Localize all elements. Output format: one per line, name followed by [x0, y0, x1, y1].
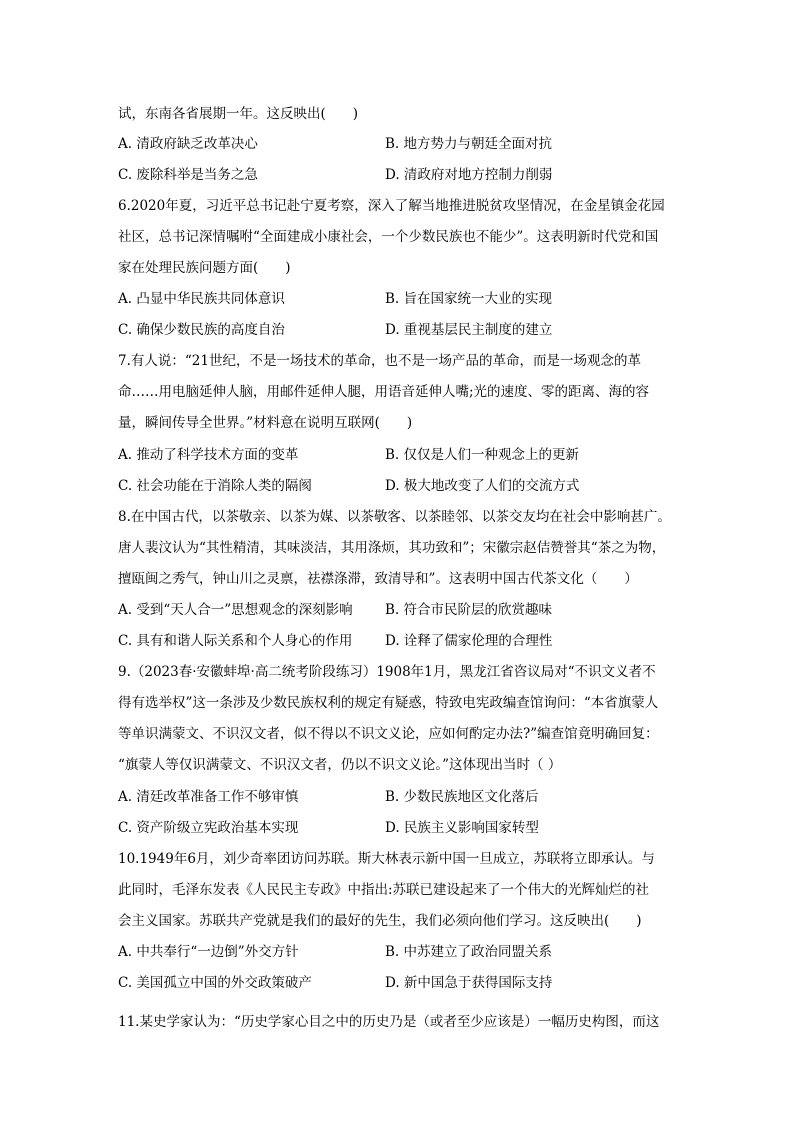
- question-5-stem-line: 试，东南各省展期一年。这反映出( ): [118, 106, 359, 122]
- question-5-option-c[interactable]: C. 废除科举是当务之急: [118, 167, 258, 183]
- question-9-stem-line: 得有选举权”这一条涉及少数民族权利的规定有疑惑，特致电宪政编查馆询问：“本省旗蒙人: [118, 695, 659, 711]
- question-7-stem-line: 7.有人说：“21世纪，不是一场技术的革命，也不是一场产品的革命，而是一场观念的革: [118, 353, 641, 369]
- question-6-stem-line: 6.2020年夏，习近平总书记赴宁夏考察，深入了解当地推进脱贫攻坚情况，在金星镇金花园: [118, 198, 665, 214]
- question-6-stem-line: 社区，总书记深情嘱咐“全面建成小康社会，一个少数民族也不能少”。这表明新时代党和国: [118, 229, 659, 245]
- question-6-option-c[interactable]: C. 确保少数民族的高度自治: [118, 322, 285, 338]
- question-6-option-b[interactable]: B. 旨在国家统一大业的实现: [385, 291, 553, 307]
- question-8-stem-line: 8.在中国古代，以茶敬亲、以茶为媒、以茶敬客、以茶睦邻、以茶交友均在社会中影响甚广。: [118, 509, 671, 525]
- question-5-option-b[interactable]: B. 地方势力与朝廷全面对抗: [385, 136, 553, 152]
- question-10-stem-line: 此同时，毛泽东发表《人民民主专政》中指出:苏联已建设起来了一个伟大的光辉灿烂的社: [118, 882, 650, 898]
- question-10-option-c[interactable]: C. 美国孤立中国的外交政策破产: [118, 975, 312, 991]
- question-9-stem-line: “旗蒙人等仅识满蒙文、不识汉文者，仍以不识文义论。”这体现出当时（ ）: [118, 757, 562, 773]
- question-9-stem-line: 等单识满蒙文、不识汉文者，似不得以不识文义论，应如何酌定办法?”编查馆竟明确回复：: [118, 726, 659, 742]
- question-8-stem-line: 擅瓯闽之秀气，钟山川之灵禀，祛襟涤滞，致清导和”。这表明中国古代茶文化（ ）: [118, 571, 638, 587]
- question-7-stem-line: 命……用电脑延伸人脑，用邮件延伸人腿，用语音延伸人嘴;光的速度、零的距离、海的容: [118, 384, 650, 400]
- question-9-option-c[interactable]: C. 资产阶级立宪政治基本实现: [118, 820, 299, 836]
- question-5-option-a[interactable]: A. 清政府缺乏改革决心: [118, 136, 258, 152]
- question-11-stem-line: 11.某史学家认为：“历史学家心目之中的历史乃是（或者至少应该是）一幅历史构图，而这: [118, 1014, 660, 1030]
- question-7-stem-line: 量，瞬间传导全世界。”材料意在说明互联网( ): [118, 415, 413, 431]
- question-8-option-a[interactable]: A. 受到“天人合一”思想观念的深刻影响: [118, 602, 353, 618]
- question-10-option-b[interactable]: B. 中苏建立了政治同盟关系: [385, 944, 553, 960]
- question-8-stem-line: 唐人裴汶认为“其性精清，其味淡洁，其用涤烦，其功致和”；宋徽宗赵佶赞誉其“茶之为物，: [118, 540, 666, 556]
- question-7-option-a[interactable]: A. 推动了科学技术方面的变革: [118, 447, 299, 463]
- question-10-option-d[interactable]: D. 新中国急于获得国际支持: [385, 975, 553, 991]
- question-9-option-b[interactable]: B. 少数民族地区文化落后: [385, 789, 539, 805]
- question-9-option-d[interactable]: D. 民族主义影响国家转型: [385, 820, 539, 836]
- question-8-option-c[interactable]: C. 具有和谐人际关系和个人身心的作用: [118, 633, 353, 649]
- question-8-option-d[interactable]: D. 诠释了儒家伦理的合理性: [385, 633, 553, 649]
- question-10-stem-line: 10.1949年6月，刘少奇率团访问苏联。斯大林表示新中国一旦成立，苏联将立即承认。与: [118, 851, 655, 867]
- question-8-option-b[interactable]: B. 符合市民阶层的欣赏趣味: [385, 602, 553, 618]
- question-6-option-d[interactable]: D. 重视基层民主制度的建立: [385, 322, 553, 338]
- question-7-option-c[interactable]: C. 社会功能在于消除人类的隔阂: [118, 478, 312, 494]
- question-10-stem-line: 会主义国家。苏联共产党就是我们的最好的先生，我们必须向他们学习。这反映出( ): [118, 913, 642, 929]
- question-10-option-a[interactable]: A. 中共奉行“一边倒”外交方针: [118, 944, 299, 960]
- question-7-option-b[interactable]: B. 仅仅是人们一种观念上的更新: [385, 447, 580, 463]
- question-9-option-a[interactable]: A. 清廷改革准备工作不够审慎: [118, 789, 299, 805]
- question-7-option-d[interactable]: D. 极大地改变了人们的交流方式: [385, 478, 580, 494]
- question-6-stem-line: 家在处理民族问题方面( ): [118, 260, 291, 276]
- question-6-option-a[interactable]: A. 凸显中华民族共同体意识: [118, 291, 285, 307]
- question-9-stem-line: 9.（2023春·安徽蚌埠·高二统考阶段练习）1908年1月，黑龙江省咨议局对“不识文义者不: [118, 664, 656, 680]
- question-5-option-d[interactable]: D. 清政府对地方控制力削弱: [385, 167, 553, 183]
